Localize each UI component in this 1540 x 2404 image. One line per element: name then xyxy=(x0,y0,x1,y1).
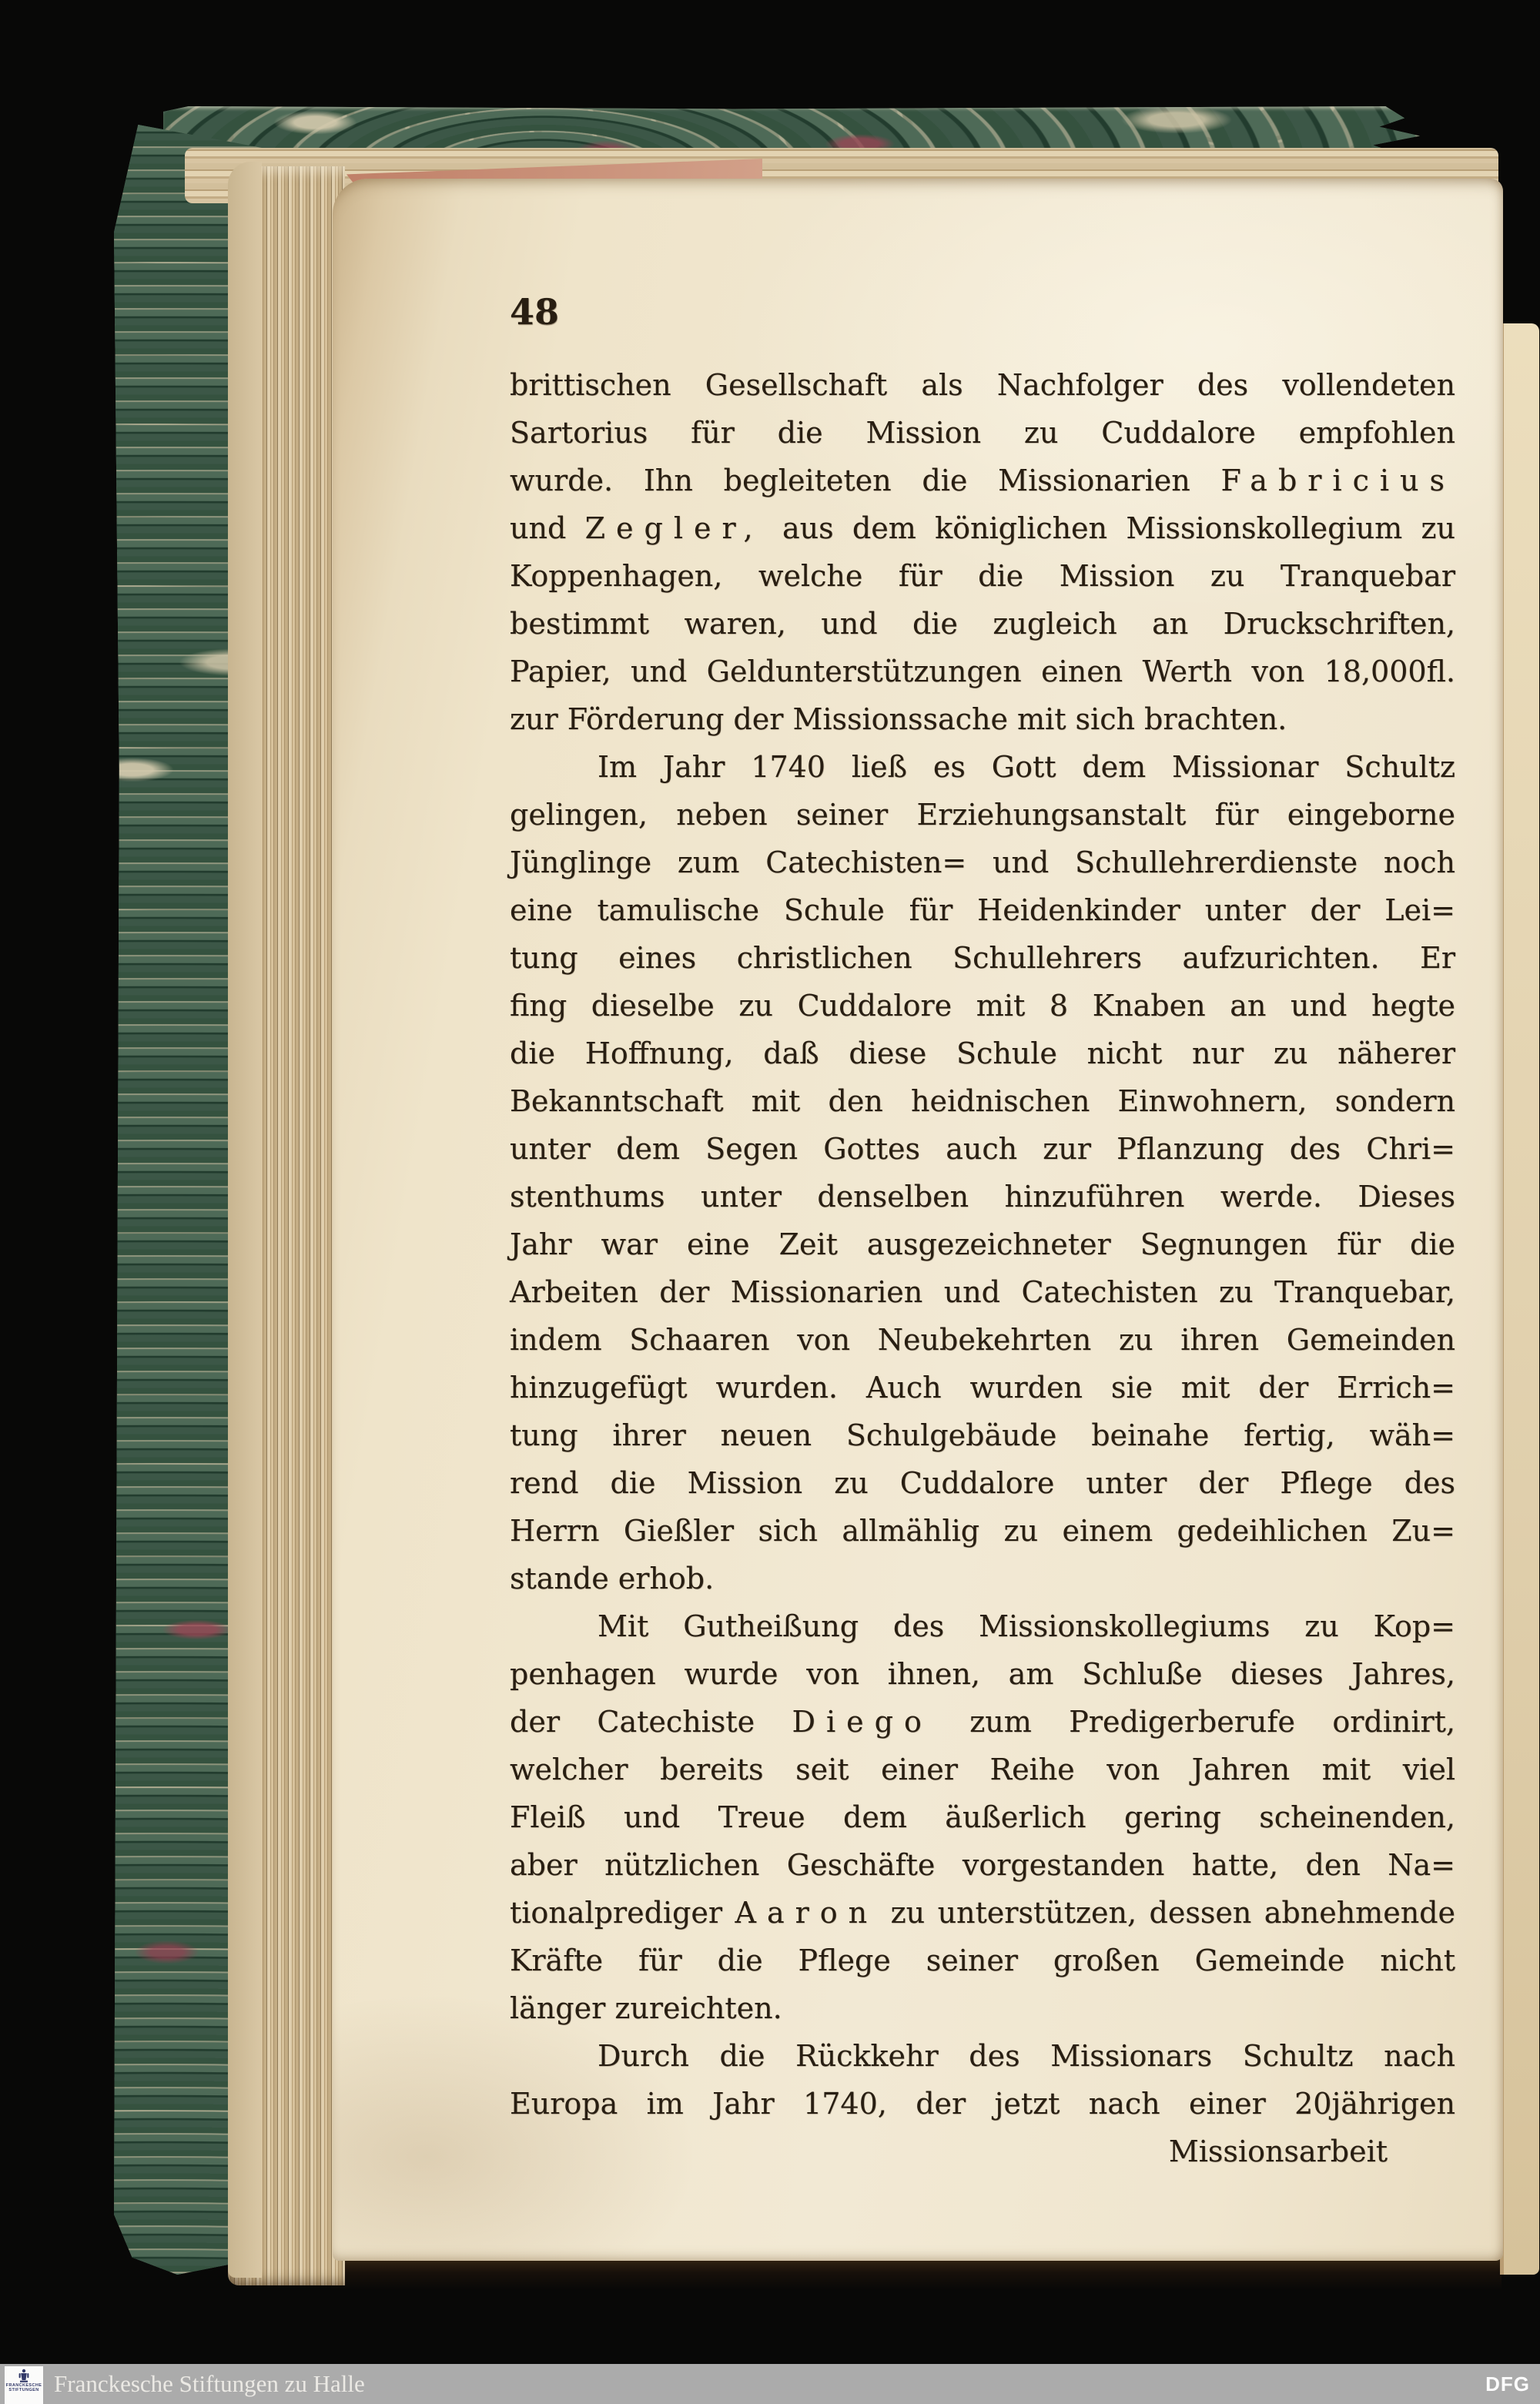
franckesche-logo xyxy=(5,2366,43,2404)
text-line: Jahr war eine Zeit ausgezeichneter Segnungen für die xyxy=(510,1227,1455,1261)
text-line: bestimmt waren, und die zugleich an Druckschriften, xyxy=(510,607,1455,641)
text-line: länger zureichten. xyxy=(510,1991,782,2025)
text-line: die Hoffnung, daß diese Schule nicht nur zu näherer xyxy=(510,1036,1455,1070)
text-line: tung ihrer neuen Schulgebäude beinahe fertig, wäh= xyxy=(510,1418,1455,1452)
book-page xyxy=(333,179,1503,2261)
text-line: Fleiß und Treue dem äußerlich gering scheinenden, xyxy=(510,1800,1455,1834)
footer-watermark-bar xyxy=(0,2364,1540,2404)
text-line: stenthums unter denselben hinzuführen werde. Dieses xyxy=(510,1180,1455,1214)
text-line: Im Jahr 1740 ließ es Gott dem Missionar Schultz xyxy=(598,750,1455,784)
body-text xyxy=(510,361,1455,2175)
underlying-page-edge xyxy=(1500,323,1539,2275)
text-line: eine tamulische Schule für Heidenkinder unter der Lei= xyxy=(510,893,1455,927)
text-line: zur Förderung der Missionssache mit sich brachten. xyxy=(510,702,1287,736)
text-line: unter dem Segen Gottes auch zur Pflanzung des Chri= xyxy=(510,1132,1455,1166)
text-line: wurde. Ihn begleiteten die Missionarien Fabricius xyxy=(510,464,1455,497)
text-line: aber nützlichen Geschäfte vorgestanden hatte, den Na= xyxy=(510,1848,1455,1882)
text-line: Papier, und Geldunterstützungen einen Werth von 18,000fl. xyxy=(510,655,1455,688)
text-line: penhagen wurde von ihnen, am Schluße dieses Jahres, xyxy=(510,1657,1455,1691)
text-line: Herrn Gießler sich allmählig zu einem gedeihlichen Zu= xyxy=(510,1514,1455,1548)
text-line: tionalprediger Aaron zu unterstützen, dessen abnehmende xyxy=(510,1896,1455,1930)
organization-name: Franckesche Stiftungen zu Halle xyxy=(54,2370,365,2397)
text-line: Bekanntschaft mit den heidnischen Einwohnern, sondern xyxy=(510,1084,1455,1118)
franckesche-emblem-icon xyxy=(16,2369,32,2383)
text-line: Koppenhagen, welche für die Mission zu Tranquebar xyxy=(510,559,1455,593)
inner-cover-edge xyxy=(228,162,262,2278)
text-line: gelingen, neben seiner Erziehungsanstalt für eingeborne xyxy=(510,798,1455,832)
text-line: Sartorius für die Mission zu Cuddalore empfohlen xyxy=(510,416,1455,450)
text-line: Europa im Jahr 1740, der jetzt nach einer 20jährigen xyxy=(510,2087,1455,2121)
text-line: fing dieselbe zu Cuddalore mit 8 Knaben an und hegte xyxy=(510,989,1455,1023)
page-number: 48 xyxy=(510,291,560,333)
text-line: Arbeiten der Missionarien und Catechisten zu Tranquebar, xyxy=(510,1275,1455,1309)
text-line: hinzugefügt wurden. Auch wurden sie mit der Errich= xyxy=(510,1371,1455,1405)
text-line: brittischen Gesellschaft als Nachfolger des vollendeten xyxy=(510,368,1455,402)
logo-text-line1: FRANCKESCHE xyxy=(5,2383,42,2388)
logo-text-line2: STIFTUNGEN xyxy=(8,2388,39,2392)
text-line: Jünglinge zum Catechisten= und Schullehrerdienste noch xyxy=(510,845,1455,879)
dfg-logo: DFG xyxy=(1485,2372,1530,2396)
text-line: Mit Gutheißung des Missionskollegiums zu Kop= xyxy=(598,1609,1455,1643)
text-line: der Catechiste Diego zum Predigerberufe ordinirt, xyxy=(510,1705,1455,1739)
text-line: und Zegler, aus dem königlichen Missionskollegium zu xyxy=(510,511,1455,545)
text-line: indem Schaaren von Neubekehrten zu ihren Gemeinden xyxy=(510,1323,1455,1357)
text-line: tung eines christlichen Schullehrers aufzurichten. Er xyxy=(510,941,1455,975)
text-line: rend die Mission zu Cuddalore unter der Pflege des xyxy=(510,1466,1455,1500)
text-line: welcher bereits seit einer Reihe von Jahren mit viel xyxy=(510,1753,1455,1786)
text-line: Kräfte für die Pflege seiner großen Gemeinde nicht xyxy=(510,1944,1455,1977)
text-line: Durch die Rückkehr des Missionars Schultz nach xyxy=(598,2039,1455,2073)
text-line: stande erhob. xyxy=(510,1562,715,1595)
text-line: Missionsarbeit xyxy=(1168,2134,1388,2168)
